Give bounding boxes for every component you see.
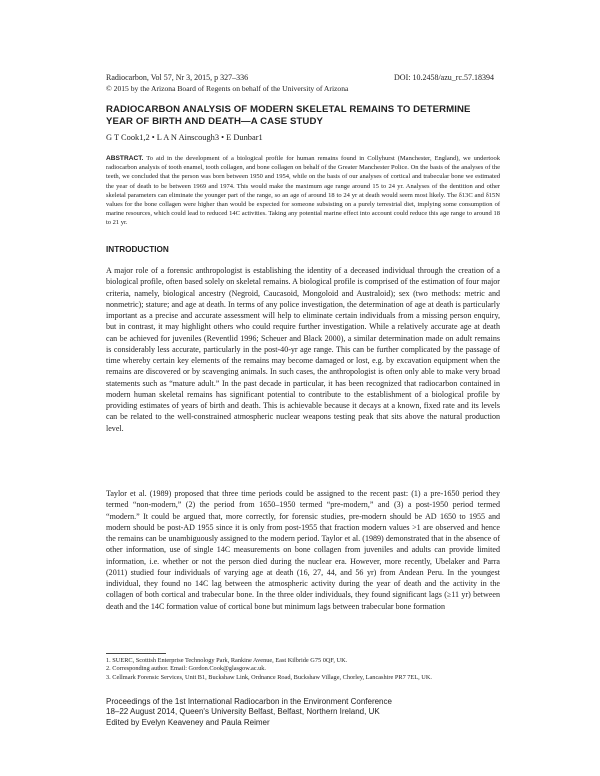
running-header bbox=[106, 72, 494, 83]
author-list: G T Cook1,2 • L A N Ainscough3 • E Dunbar1 bbox=[106, 133, 263, 142]
copyright-line: © 2015 by the Arizona Board of Regents on behalf of the University of Arizona bbox=[106, 84, 349, 93]
title-line: RADIOCARBON ANALYSIS OF MODERN SKELETAL REMAINS TO DETERMINE bbox=[106, 104, 471, 115]
proceedings-line: 18–22 August 2014, Queen's University Belfast, Belfast, Northern Ireland, UK bbox=[106, 707, 380, 717]
doi[interactable]: DOI: 10.2458/azu_rc.57.18394 bbox=[394, 73, 494, 82]
footnote: 3. Cellmark Forensic Services, Unit B1, Buckshaw Link, Ordnance Road, Buckshaw Village, Chorley, Lancashire PR7 7EL, UK. bbox=[106, 673, 432, 681]
footnote: 2. Corresponding author. Email: Gordon.Cook@glasgow.ac.uk. bbox=[106, 665, 266, 673]
proceedings-line: Proceedings of the 1st International Radiocarbon in the Environment Conference bbox=[106, 697, 392, 706]
title-line: YEAR OF BIRTH AND DEATH—A CASE STUDY bbox=[106, 115, 323, 127]
abstract-text: To aid in the development of a biological profile for human remains found in Collyhurst (Manchester, England), we undertook radiocarbon analysis of tooth enamel, tooth collagen, and bone collagen on behalf of the Greater Manchester Police. On the basis of the analyses of the teeth, we concluded that the person was born between 1950 and 1954, while on the basis of our analyses of cortical and trabecular bone we estimated the year of death to be between 1969 and 1974. This would make the maximum age range around 15 to 24 yr. Analyses of the dentition and other skeletal parameters can eliminate the younger part of the range, so an age of around 18 to 24 yr at death would seem most likely. The δ13C and δ15N values for the bone collagen were higher than would be expected for someone subsisting on a purely terrestrial diet, implying some consumption of marine resources, which could lead to reduced 14C activities. Taking any potential marine effect into account could reduce this age range to around 18 to 21 yr. bbox=[106, 155, 500, 227]
body-paragraph: A major role of a forensic anthropologist is establishing the identity of a deceased individual through the creation of a biological profile, often based solely on skeletal remains. A biological profile is comprised of the estimation of four major criteria, namely, biological ancestry (Negroid, Caucasoid, Mongoloid and Australoid); sex (two methods: metric and nonmetric); stature; and age at death. In terms of any police investigation, the determination of age at death is particularly important as a precise and accurate assessment will help to eliminate certain individuals from a missing person enquiry, but in contrast, it may highlight others who could require further investigation. While a relatively accurate age at death can be achieved for juveniles (Reventlid 1996; Scheuer and Black 2000), a similar determination made on adult remains is considerably less accurate, particularly in the post-40-yr age range. This can be further complicated by the passage of time whereby certain key elements of the remains may become damaged or lost, e.g. by excavation equipment when the remains are discovered or by scavenging animals. In such cases, the anthropologist is often only able to make very broad statements such as “mature adult.” In the past decade in particular, it has been recognized that radiocarbon contained in modern human skeletal remains has significant potential to contribute to the establishment of a biological profile by providing estimates of years of birth and death. This is achievable because it decays at a known, fixed rate and its levels can be related to the well-constrained atmospheric nuclear weapons testing peak that sits above the natural production level. bbox=[106, 266, 500, 433]
abstract bbox=[106, 154, 500, 228]
abstract-label: ABSTRACT. bbox=[106, 155, 144, 162]
footnote: 1. SUERC, Scottish Enterprise Technology Park, Rankine Avenue, East Kilbride G75 0QF, UK. bbox=[106, 657, 348, 664]
proceedings-note bbox=[106, 697, 500, 728]
section-heading: INTRODUCTION bbox=[106, 245, 169, 254]
proceedings-line: Edited by Evelyn Keaveney and Paula Reimer bbox=[106, 717, 270, 727]
body-paragraph: Taylor et al. (1989) proposed that three time periods could be assigned to the recent past: (1) a pre-1650 period they termed “non-modern,” (2) the period from 1650–1950 termed “pre-modern,” and (3) a post-1950 period termed “modern.” It could be argued that, more correctly, for forensic studies, pre-modern should be AD 1650 to 1955 and modern should be post-AD 1955 since it is only from post-1955 that fraction modern values >1 are observed and hence the remains can be unambiguously assigned to the modern period. Taylor et al. (1989) demonstrated that in the absence of other information, use of single 14C measurements on bone collagen from juveniles and adults can provide limited information, i.e. whether or not the person died during the nuclear era. However, more recently, Ubelaker and Parra (2011) studied four individuals of varying age at death (16, 27, 44, and 56 yr) from Andean Peru. In the youngest individual, they found no 14C lag between the atmospheric activity during the year of death and the activity in the collagen of both cortical and trabecular bone. In the three older individuals, they found significant lags (≥11 yr) between death and the 14C formation value of cortical bone but minimum lags between trabecular bone formation bbox=[106, 489, 500, 611]
journal-citation: Radiocarbon, Vol 57, Nr 3, 2015, p 327–336 bbox=[106, 73, 249, 82]
footnotes bbox=[106, 657, 500, 682]
footnote-divider bbox=[106, 653, 166, 654]
article-title bbox=[106, 104, 500, 127]
